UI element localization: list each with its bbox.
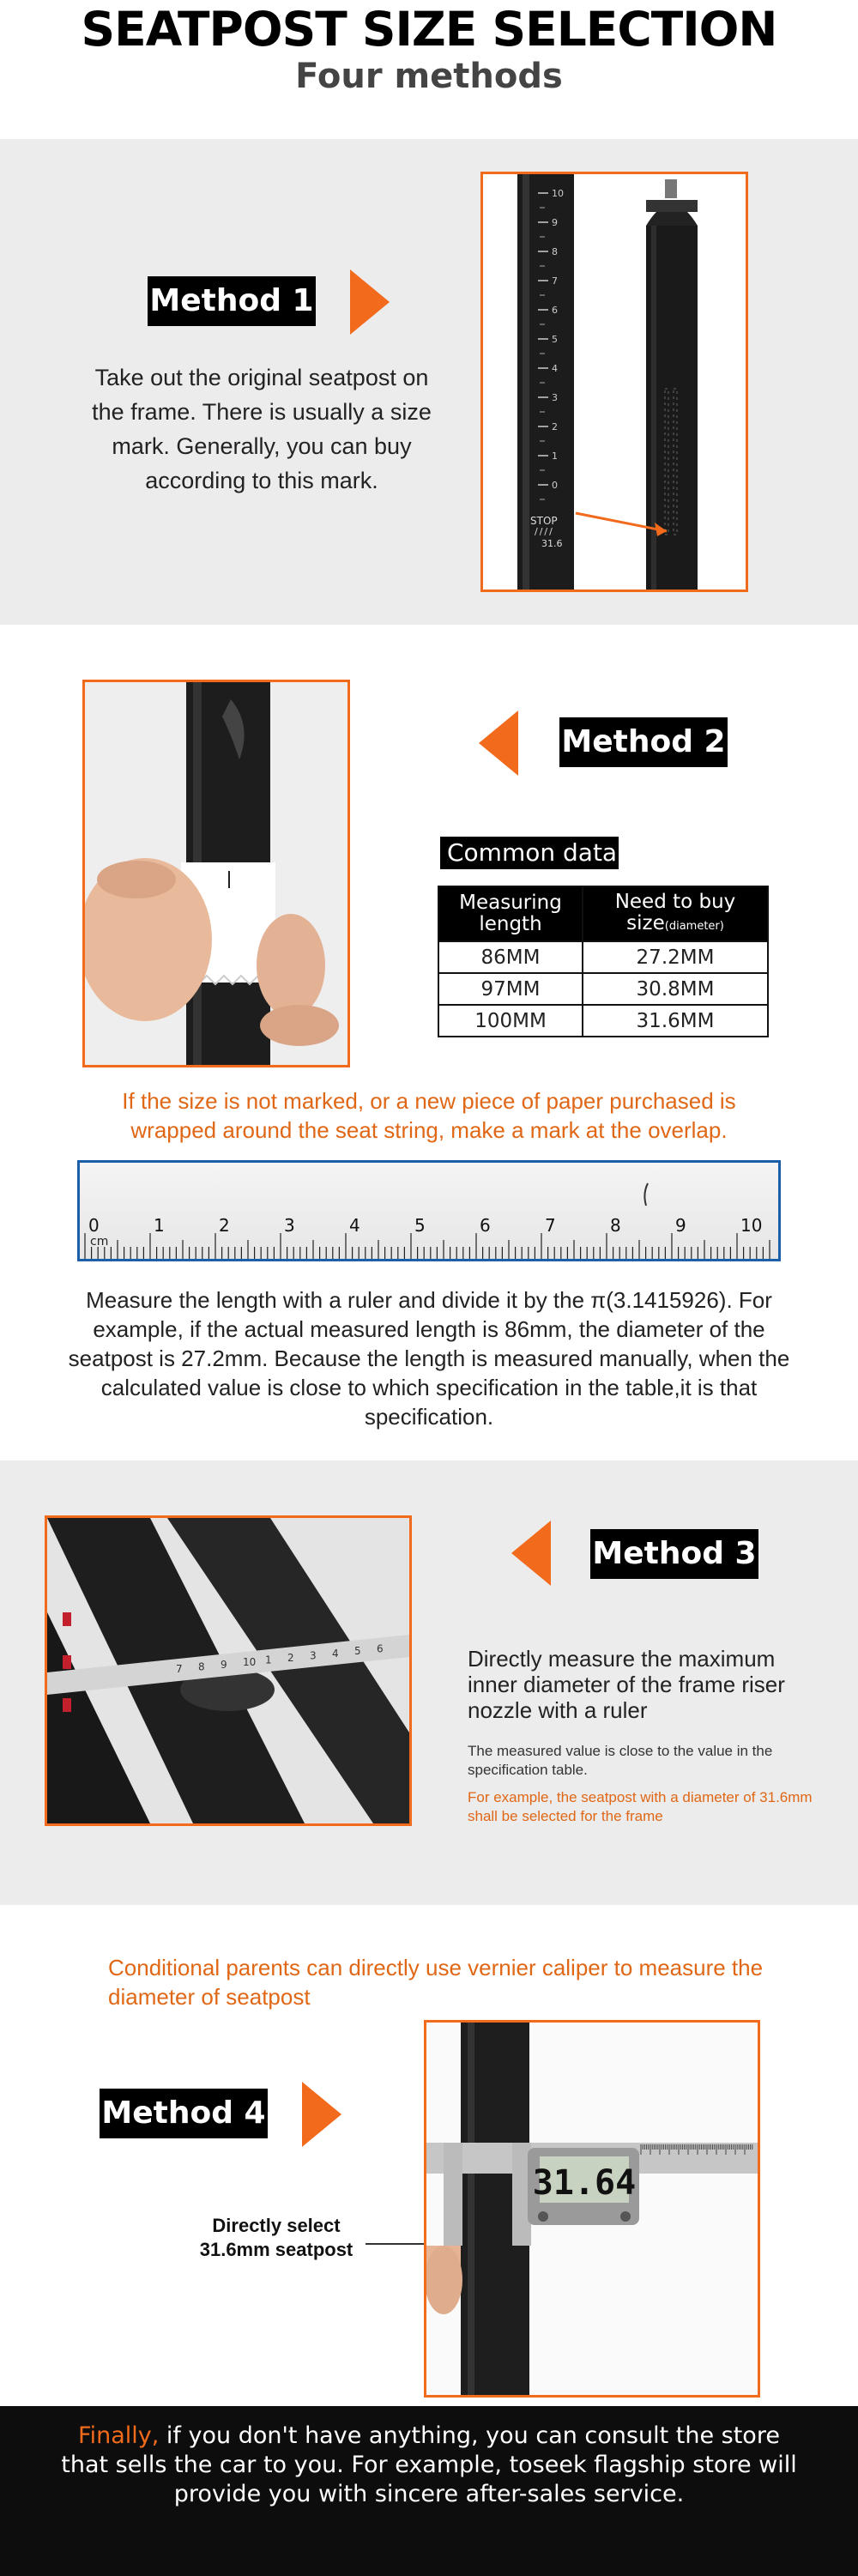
method2-section xyxy=(0,625,858,1460)
method4-photo xyxy=(424,2020,760,2398)
ruler-number: 7 xyxy=(545,1215,556,1236)
tape-number: 5 xyxy=(354,1645,361,1658)
table-header-sub: (diameter) xyxy=(664,919,724,933)
table-header-size: Need to buy size(diameter) xyxy=(583,886,768,941)
method3-example: For example, the seatpost with a diameter of 31.6mm shall be selected for the frame xyxy=(468,1789,813,1824)
table-header-length: Measuring length xyxy=(438,886,583,941)
footer-lead: Finally, xyxy=(78,2422,160,2449)
caliper-reading: 31.64 xyxy=(532,2163,637,2203)
ruler xyxy=(77,1160,781,1261)
scale-number: 3 xyxy=(552,392,558,403)
size-table xyxy=(438,886,769,1037)
scale-number: 9 xyxy=(552,217,558,228)
method4-intro: Conditional parents can directly use vernier caliper to measure the diameter of seatpost xyxy=(108,1955,764,2010)
scale-number: 2 xyxy=(552,421,558,432)
method1-label: Method 1 xyxy=(148,276,316,326)
ruler-number: 1 xyxy=(154,1215,165,1236)
scale-number: 5 xyxy=(552,334,558,345)
table-row: 86MM 27.2MM xyxy=(438,941,768,973)
common-data-title: Common data xyxy=(440,837,619,869)
ruler-number: 9 xyxy=(675,1215,686,1236)
scale-number: 7 xyxy=(552,275,558,287)
ruler-number: 10 xyxy=(740,1215,763,1236)
ruler-scale xyxy=(80,1163,778,1259)
ruler-number: 8 xyxy=(610,1215,621,1236)
method2-note: If the size is not marked, or a new piece of paper purchased is wrapped around the seat string, make a mark at the overlap. xyxy=(122,1088,736,1143)
tape-number: 4 xyxy=(332,1647,339,1660)
paper-wrap-image xyxy=(85,682,347,1065)
footer-body: if you don't have anything, you can consult the store that sells the car to you. For example, toseek flagship store will provide you with sincere after-sales service. xyxy=(61,2422,797,2507)
scale-number: 0 xyxy=(552,480,558,491)
table-row: 100MM 31.6MM xyxy=(438,1005,768,1037)
tape-number: 8 xyxy=(198,1660,205,1673)
method4-callout: Directly select 31.6mm seatpost xyxy=(199,2215,353,2260)
scale-number: 6 xyxy=(552,305,558,316)
method2-photo xyxy=(82,680,350,1067)
arrow-left-icon xyxy=(511,1521,551,1586)
tape-number: 6 xyxy=(377,1642,384,1655)
method3-small-text: The measured value is close to the value in the specification table. xyxy=(468,1743,773,1778)
method2-label: Method 2 xyxy=(559,717,728,767)
tape-number: 2 xyxy=(287,1652,294,1664)
arrow-left-icon xyxy=(479,711,518,776)
page-subtitle: Four methods xyxy=(295,57,563,96)
tape-number: 10 xyxy=(243,1656,257,1669)
tape-number: 3 xyxy=(310,1649,317,1662)
method4-label: Method 4 xyxy=(100,2089,268,2138)
method4-section xyxy=(0,1905,858,2406)
page-title: SEATPOST SIZE SELECTION xyxy=(81,2,777,57)
method2-text: Measure the length with a ruler and divide it by the π(3.1415926). For example, if the actual measured length is 86mm, the diameter of the seatpost is 27.2mm. Because the length is measured manually, when the calculated value is close to which specification in the table,it is that specification. xyxy=(68,1287,790,1430)
svg-text:////: //// xyxy=(535,526,554,537)
method1-photo xyxy=(480,172,748,592)
tape-number: 9 xyxy=(221,1658,227,1671)
scale-number: 4 xyxy=(552,363,558,374)
method1-text: Take out the original seatpost on the frame. There is usually a size mark. Generally, you can buy according to this mark. xyxy=(92,365,432,493)
arrow-right-icon xyxy=(350,269,390,335)
scale-number: 10 xyxy=(552,188,564,199)
method3-label: Method 3 xyxy=(590,1529,758,1579)
method3-section xyxy=(0,1460,858,1905)
tape-number: 1 xyxy=(265,1654,272,1666)
seatpost-marking-image xyxy=(483,174,746,590)
footer-section xyxy=(0,2406,858,2576)
method3-photo xyxy=(45,1515,412,1826)
ruler-unit: cm xyxy=(90,1235,109,1249)
ruler-number: 2 xyxy=(219,1215,230,1236)
table-row: 97MM 30.8MM xyxy=(438,973,768,1005)
method3-text: Directly measure the maximum inner diameter of the frame riser nozzle with a ruler xyxy=(468,1646,785,1723)
caliper-image xyxy=(426,2023,758,2395)
ruler-number: 5 xyxy=(414,1215,426,1236)
size-mark-label: 31.6 xyxy=(541,538,563,549)
tape-number: 7 xyxy=(176,1663,183,1675)
ruler-number: 3 xyxy=(284,1215,295,1236)
frame-measure-image xyxy=(47,1518,409,1823)
method1-section xyxy=(0,139,858,625)
scale-number: 8 xyxy=(552,246,558,257)
arrow-right-icon xyxy=(302,2082,341,2147)
ruler-number: 6 xyxy=(480,1215,491,1236)
callout-line xyxy=(366,2243,427,2245)
header-section xyxy=(0,0,858,139)
scale-number: 1 xyxy=(552,450,558,462)
ruler-number: 4 xyxy=(349,1215,360,1236)
stop-label: STOP xyxy=(530,515,558,527)
footer-text xyxy=(51,2422,807,2509)
ruler-number: 0 xyxy=(88,1215,100,1236)
